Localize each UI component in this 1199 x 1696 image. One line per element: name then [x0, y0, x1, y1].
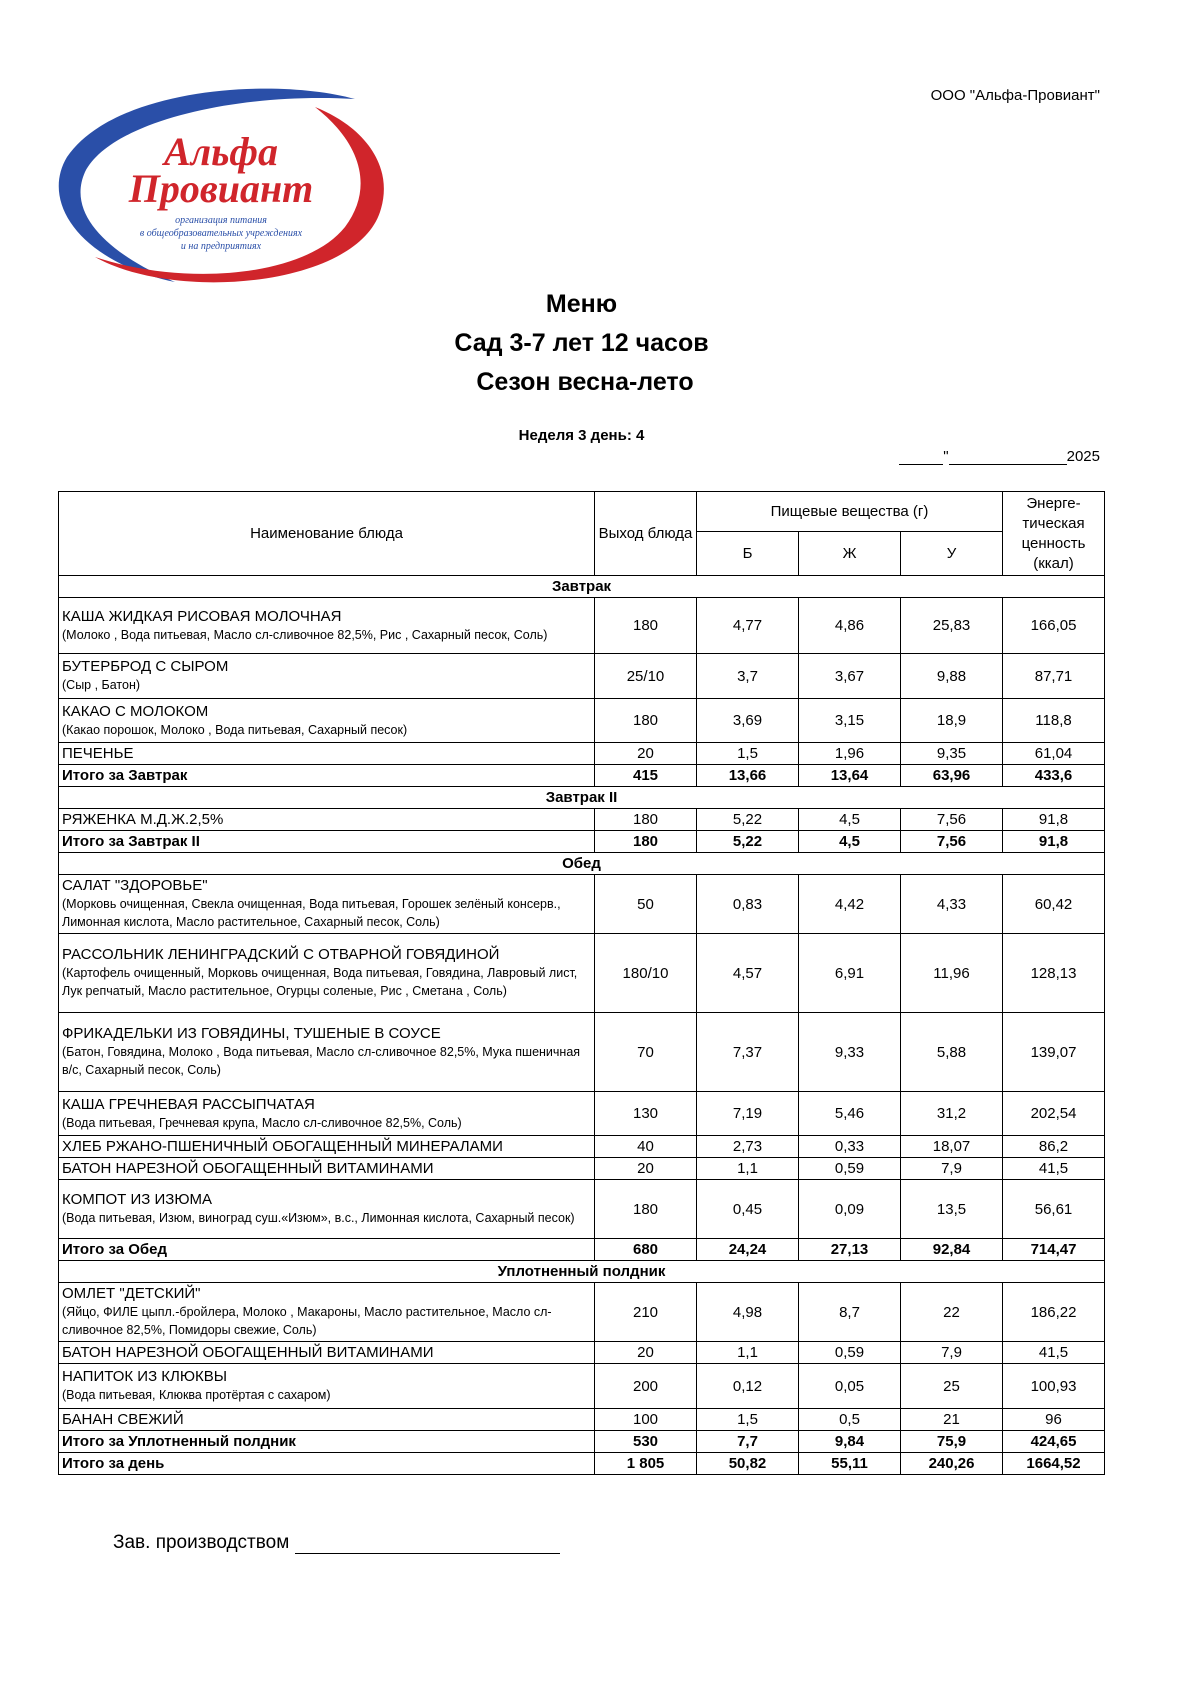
carbs-value: 25 — [901, 1364, 1003, 1409]
dish-name: КАКАО С МОЛОКОМ — [62, 702, 209, 720]
output-value: 130 — [595, 1092, 697, 1136]
dish-name: БАТОН НАРЕЗНОЙ ОБОГАЩЕННЫЙ ВИТАМИНАМИ — [62, 1344, 434, 1361]
signature-line — [295, 1535, 560, 1554]
protein-value: 1,1 — [697, 1342, 799, 1364]
energy-value: 91,8 — [1003, 809, 1105, 831]
dish-cell — [59, 1342, 595, 1364]
carbs-value: 25,83 — [901, 598, 1003, 654]
dish-ingredients: (Сыр , Батон) — [62, 678, 141, 692]
fat-value: 0,5 — [799, 1409, 901, 1431]
output-value: 180 — [595, 598, 697, 654]
dish-name: БАНАН СВЕЖИЙ — [62, 1411, 184, 1428]
dish-cell — [59, 598, 595, 654]
protein-value: 7,37 — [697, 1013, 799, 1092]
dish-name: БАТОН НАРЕЗНОЙ ОБОГАЩЕННЫЙ ВИТАМИНАМИ — [62, 1160, 434, 1177]
section-row — [59, 787, 1105, 809]
fat-value: 8,7 — [799, 1283, 901, 1342]
date-year: 2025 — [1066, 448, 1100, 465]
output-value: 180/10 — [595, 934, 697, 1013]
carbs-value: 22 — [901, 1283, 1003, 1342]
protein-value: 4,77 — [697, 598, 799, 654]
fat-value: 13,64 — [799, 765, 901, 787]
section-title: Обед — [59, 853, 1105, 875]
dish-cell — [59, 875, 595, 934]
signature-label: Зав. производством — [113, 1532, 290, 1553]
carbs-value: 7,9 — [901, 1158, 1003, 1180]
dish-cell — [59, 765, 595, 787]
carbs-value: 18,07 — [901, 1136, 1003, 1158]
dish-row — [59, 743, 1105, 765]
output-value: 680 — [595, 1239, 697, 1261]
svg-text:Провиант: Провиант — [128, 166, 314, 211]
header-fat: Ж — [799, 532, 901, 576]
dish-ingredients: (Молоко , Вода питьевая, Масло сл-сливочное 82,5%, Рис , Сахарный песок, Соль) — [62, 627, 548, 642]
signature-block — [113, 1532, 560, 1554]
output-value: 50 — [595, 875, 697, 934]
header-energy: Энерге-тическая ценность (ккал) — [1003, 492, 1105, 576]
carbs-value: 240,26 — [901, 1453, 1003, 1475]
menu-table — [58, 491, 1105, 1475]
dish-cell — [59, 743, 595, 765]
logo-emblem — [55, 87, 387, 291]
dish-ingredients: (Какао порошок, Молоко , Вода питьевая, Сахарный песок) — [62, 722, 408, 737]
dish-cell — [59, 1364, 595, 1409]
menu-table-body — [59, 576, 1105, 1475]
fat-value: 55,11 — [799, 1453, 901, 1475]
carbs-value: 21 — [901, 1409, 1003, 1431]
output-value: 415 — [595, 765, 697, 787]
fat-value: 5,46 — [799, 1092, 901, 1136]
fat-value: 9,84 — [799, 1431, 901, 1453]
page-title: Меню — [545, 290, 618, 318]
section-title: Завтрак II — [59, 787, 1105, 809]
energy-value: 86,2 — [1003, 1136, 1105, 1158]
energy-value: 128,13 — [1003, 934, 1105, 1013]
energy-value: 96 — [1003, 1409, 1105, 1431]
output-value: 20 — [595, 743, 697, 765]
section-title: Завтрак — [59, 576, 1105, 598]
total-label: Итого за Завтрак II — [62, 833, 200, 850]
dish-row — [59, 1364, 1105, 1409]
energy-value: 714,47 — [1003, 1239, 1105, 1261]
protein-value: 7,19 — [697, 1092, 799, 1136]
fat-value: 3,67 — [799, 654, 901, 699]
dish-cell — [59, 809, 595, 831]
fat-value: 3,15 — [799, 699, 901, 743]
dish-cell — [59, 699, 595, 743]
output-value: 180 — [595, 831, 697, 853]
carbs-value: 7,56 — [901, 831, 1003, 853]
output-value: 20 — [595, 1158, 697, 1180]
protein-value: 5,22 — [697, 831, 799, 853]
svg-text:и на предприятиях: и на предприятиях — [180, 241, 262, 252]
energy-value: 87,71 — [1003, 654, 1105, 699]
energy-value: 91,8 — [1003, 831, 1105, 853]
energy-value: 100,93 — [1003, 1364, 1105, 1409]
protein-value: 3,7 — [697, 654, 799, 699]
dish-row — [59, 875, 1105, 934]
carbs-value: 13,5 — [901, 1180, 1003, 1239]
date-quote: " — [943, 448, 949, 465]
protein-value: 0,83 — [697, 875, 799, 934]
season-title: Сезон весна-лето — [476, 368, 694, 396]
protein-value: 4,57 — [697, 934, 799, 1013]
output-value: 180 — [595, 699, 697, 743]
company-name: ООО "Альфа-Провиант" — [930, 87, 1100, 104]
output-value: 100 — [595, 1409, 697, 1431]
page-subtitle: Сад 3-7 лет 12 часов — [454, 329, 709, 357]
dish-row — [59, 699, 1105, 743]
carbs-value: 63,96 — [901, 765, 1003, 787]
dish-row — [59, 1013, 1105, 1092]
dish-cell — [59, 1158, 595, 1180]
svg-text:Альфа: Альфа — [163, 129, 279, 174]
dish-row — [59, 1409, 1105, 1431]
dish-name: ХЛЕБ РЖАНО-ПШЕНИЧНЫЙ ОБОГАЩЕННЫЙ МИНЕРАЛАМИ — [62, 1138, 503, 1155]
fat-value: 4,42 — [799, 875, 901, 934]
energy-value: 41,5 — [1003, 1158, 1105, 1180]
dish-ingredients: (Вода питьевая, Гречневая крупа, Масло сл-сливочное 82,5%, Соль) — [62, 1115, 462, 1130]
dish-ingredients: (Морковь очищенная, Свекла очищенная, Вода питьевая, Горошек зелёный консерв., Лимонная кислота, Масло растительное, Сахарный песок, Соль) — [62, 897, 561, 929]
carbs-value: 9,35 — [901, 743, 1003, 765]
dish-row — [59, 598, 1105, 654]
energy-value: 139,07 — [1003, 1013, 1105, 1092]
date-line — [880, 448, 1100, 465]
dish-cell — [59, 1136, 595, 1158]
carbs-value: 18,9 — [901, 699, 1003, 743]
output-value: 40 — [595, 1136, 697, 1158]
total-row — [59, 765, 1105, 787]
svg-text:в общеобразовательных учрежден: в общеобразовательных учреждениях — [139, 228, 303, 239]
dish-row — [59, 809, 1105, 831]
dish-cell — [59, 1239, 595, 1261]
dish-cell — [59, 831, 595, 853]
energy-value: 424,65 — [1003, 1431, 1105, 1453]
dish-cell — [59, 1453, 595, 1475]
dish-ingredients: (Яйцо, ФИЛЕ цыпл.-бройлера, Молоко , Макароны, Масло растительное, Масло сл-сливочное 82,5%, Помидоры свежие, Соль) — [62, 1305, 552, 1337]
dish-ingredients: (Батон, Говядина, Молоко , Вода питьевая, Масло сл-сливочное 82,5%, Мука пшеничная в/с, Сахарный песок, Соль) — [62, 1045, 581, 1077]
dish-cell — [59, 1283, 595, 1342]
protein-value: 4,98 — [697, 1283, 799, 1342]
protein-value: 2,73 — [697, 1136, 799, 1158]
output-value: 20 — [595, 1342, 697, 1364]
fat-value: 4,5 — [799, 831, 901, 853]
dish-cell — [59, 1431, 595, 1453]
output-value: 200 — [595, 1364, 697, 1409]
dish-name: БУТЕРБРОД С СЫРОМ — [62, 658, 229, 675]
dish-name: РАССОЛЬНИК ЛЕНИНГРАДСКИЙ С ОТВАРНОЙ ГОВЯДИНОЙ — [62, 946, 500, 963]
energy-value: 56,61 — [1003, 1180, 1105, 1239]
total-label: Итого за Уплотненный полдник — [62, 1433, 296, 1450]
protein-value: 3,69 — [697, 699, 799, 743]
carbs-value: 11,96 — [901, 934, 1003, 1013]
fat-value: 0,33 — [799, 1136, 901, 1158]
carbs-value: 31,2 — [901, 1092, 1003, 1136]
header-carbs: У — [901, 532, 1003, 576]
dish-name: ФРИКАДЕЛЬКИ ИЗ ГОВЯДИНЫ, ТУШЕНЫЕ В СОУСЕ — [62, 1025, 441, 1042]
carbs-value: 4,33 — [901, 875, 1003, 934]
dish-row — [59, 1342, 1105, 1364]
total-label: Итого за Завтрак — [62, 767, 188, 784]
energy-value: 166,05 — [1003, 598, 1105, 654]
output-value: 25/10 — [595, 654, 697, 699]
dish-ingredients: (Вода питьевая, Клюква протёртая с сахаром) — [62, 1388, 331, 1402]
header-protein: Б — [697, 532, 799, 576]
protein-value: 24,24 — [697, 1239, 799, 1261]
dish-row — [59, 1158, 1105, 1180]
dish-row — [59, 1136, 1105, 1158]
protein-value: 7,7 — [697, 1431, 799, 1453]
protein-value: 50,82 — [697, 1453, 799, 1475]
fat-value: 9,33 — [799, 1013, 901, 1092]
fat-value: 0,59 — [799, 1158, 901, 1180]
energy-value: 1664,52 — [1003, 1453, 1105, 1475]
total-row — [59, 1239, 1105, 1261]
section-row — [59, 853, 1105, 875]
total-label: Итого за день — [62, 1455, 165, 1472]
fat-value: 4,5 — [799, 809, 901, 831]
section-row — [59, 576, 1105, 598]
carbs-value: 7,9 — [901, 1342, 1003, 1364]
total-label: Итого за Обед — [62, 1241, 168, 1258]
dish-row — [59, 1283, 1105, 1342]
energy-value: 202,54 — [1003, 1092, 1105, 1136]
energy-value: 41,5 — [1003, 1342, 1105, 1364]
total-row — [59, 1453, 1105, 1475]
energy-value: 186,22 — [1003, 1283, 1105, 1342]
dish-cell — [59, 1409, 595, 1431]
carbs-value: 7,56 — [901, 809, 1003, 831]
section-row — [59, 1261, 1105, 1283]
dish-ingredients: (Картофель очищенный, Морковь очищенная, Вода питьевая, Говядина, Лавровый лист, Лук репчатый, Масло растительное, Огурцы соленые, Рис , Сметана , Соль) — [62, 966, 578, 998]
dish-name: КАША ГРЕЧНЕВАЯ РАССЫПЧАТАЯ — [62, 1095, 315, 1113]
total-row — [59, 1431, 1105, 1453]
header-nutrients: Пищевые вещества (г) — [697, 492, 1003, 532]
protein-value: 1,5 — [697, 1409, 799, 1431]
dish-name: ОМЛЕТ "ДЕТСКИЙ" — [62, 1285, 201, 1302]
fat-value: 0,09 — [799, 1180, 901, 1239]
dish-row — [59, 1092, 1105, 1136]
output-value: 70 — [595, 1013, 697, 1092]
dish-name: ПЕЧЕНЬЕ — [62, 745, 134, 762]
header-output: Выход блюда — [595, 492, 697, 576]
protein-value: 0,12 — [697, 1364, 799, 1409]
protein-value: 13,66 — [697, 765, 799, 787]
dish-ingredients: (Вода питьевая, Изюм, виноград суш.«Изюм», в.с., Лимонная кислота, Сахарный песок) — [62, 1211, 575, 1225]
energy-value: 60,42 — [1003, 875, 1105, 934]
dish-name: НАПИТОК ИЗ КЛЮКВЫ — [62, 1368, 228, 1385]
energy-value: 433,6 — [1003, 765, 1105, 787]
fat-value: 0,05 — [799, 1364, 901, 1409]
output-value: 210 — [595, 1283, 697, 1342]
output-value: 1 805 — [595, 1453, 697, 1475]
dish-cell — [59, 1013, 595, 1092]
energy-value: 61,04 — [1003, 743, 1105, 765]
dish-name: САЛАТ "ЗДОРОВЬЕ" — [62, 877, 208, 894]
company-logo — [55, 87, 387, 291]
output-value: 180 — [595, 809, 697, 831]
output-value: 180 — [595, 1180, 697, 1239]
date-month-blank — [949, 450, 1067, 465]
dish-cell — [59, 1180, 595, 1239]
dish-name: КАША ЖИДКАЯ РИСОВАЯ МОЛОЧНАЯ — [62, 607, 342, 625]
date-day-blank — [899, 450, 943, 465]
carbs-value: 9,88 — [901, 654, 1003, 699]
dish-cell — [59, 654, 595, 699]
svg-text:организация питания: организация питания — [175, 215, 267, 226]
dish-name: РЯЖЕНКА М.Д.Ж.2,5% — [62, 811, 224, 828]
fat-value: 27,13 — [799, 1239, 901, 1261]
dish-cell — [59, 1092, 595, 1136]
total-row — [59, 831, 1105, 853]
header-dish-name: Наименование блюда — [59, 492, 595, 576]
dish-cell — [59, 934, 595, 1013]
protein-value: 0,45 — [697, 1180, 799, 1239]
dish-row — [59, 654, 1105, 699]
dish-name: КОМПОТ ИЗ ИЗЮМА — [62, 1191, 213, 1208]
carbs-value: 75,9 — [901, 1431, 1003, 1453]
protein-value: 1,1 — [697, 1158, 799, 1180]
protein-value: 1,5 — [697, 743, 799, 765]
fat-value: 4,86 — [799, 598, 901, 654]
week-day-label: Неделя 3 день: 4 — [518, 427, 645, 444]
output-value: 530 — [595, 1431, 697, 1453]
carbs-value: 5,88 — [901, 1013, 1003, 1092]
fat-value: 0,59 — [799, 1342, 901, 1364]
dish-row — [59, 934, 1105, 1013]
protein-value: 5,22 — [697, 809, 799, 831]
energy-value: 118,8 — [1003, 699, 1105, 743]
fat-value: 6,91 — [799, 934, 901, 1013]
section-title: Уплотненный полдник — [59, 1261, 1105, 1283]
fat-value: 1,96 — [799, 743, 901, 765]
dish-row — [59, 1180, 1105, 1239]
carbs-value: 92,84 — [901, 1239, 1003, 1261]
